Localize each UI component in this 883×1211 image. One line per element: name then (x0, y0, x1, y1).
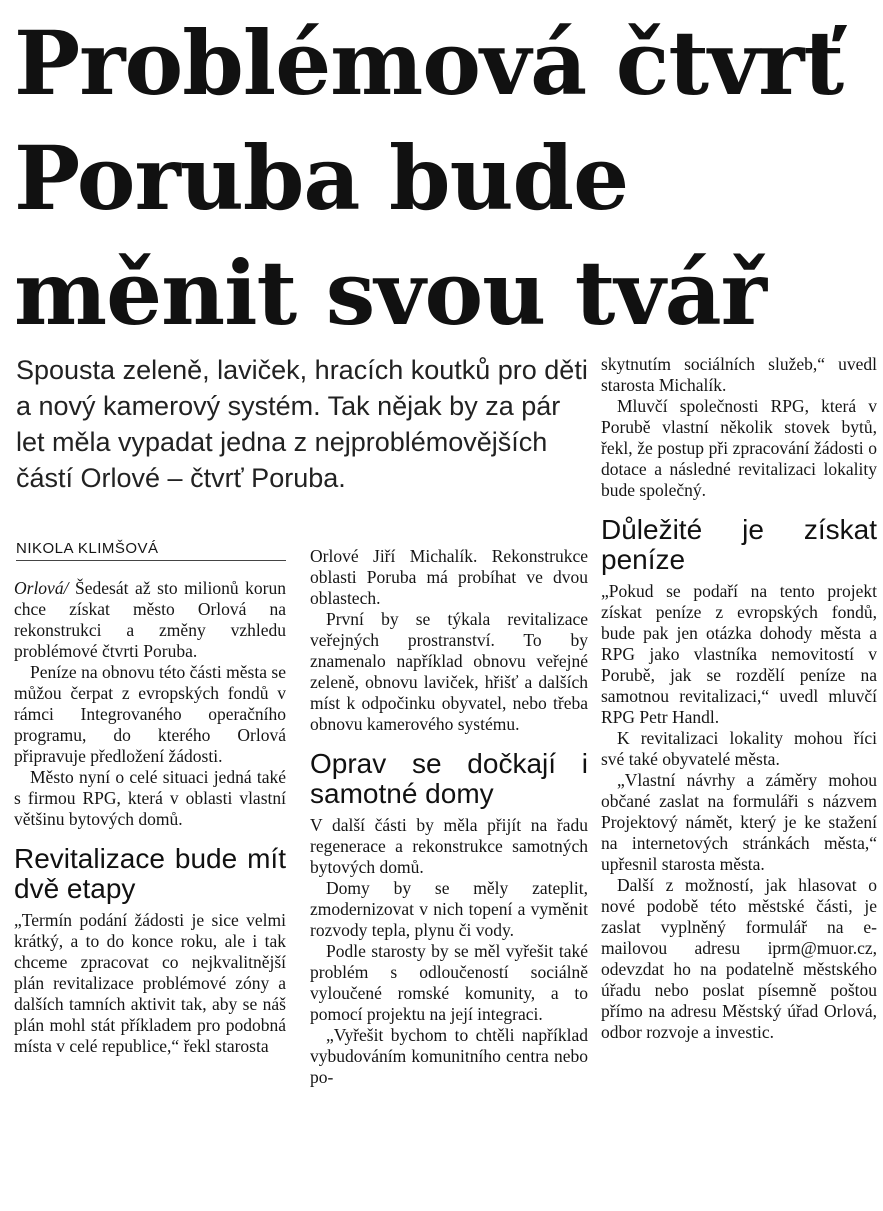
paragraph: K revitalizaci lokality mohou říci své také obyvatelé města. (601, 728, 877, 769)
paragraph: Město nyní o celé situaci jedná také s firmou RPG, která v oblasti vlastní většinu bytových domů. (14, 767, 286, 829)
paragraph: Domy by se měly zateplit, zmodernizovat v nich topení a vyměnit rozvody tepla, plynu či vody. (310, 878, 588, 940)
lead-paragraph: Spousta zeleně, laviček, hracích koutků pro děti a nový kamerový systém. Tak nějak by za pár let měla vypadat jedna z nejproblémovějších částí Orlové – čtvrť Poruba. (16, 355, 588, 493)
paragraph: V další části by měla přijít na řadu regenerace a rekonstrukce samotných bytových domů. (310, 815, 588, 877)
paragraph: Mluvčí společnosti RPG, která v Porubě vlastní několik stovek bytů, řekl, že postup při zpracování žádosti o dotace a následné revitalizaci lokality bude společný. (601, 396, 877, 500)
paragraph: Další z možností, jak hlasovat o nové podobě této městské části, je zaslat vyplněný formulář na e-mailovou adresu iprm@muor.cz, odevzdat ho na podatelně městského úřadu nebo poslat písemně poštou přímo na adresu Městský úřad Orlová, odbor rozvoje a investic. (601, 875, 877, 1042)
paragraph: „Pokud se podaří na tento projekt získat peníze z evropských fondů, bude pak jen otázka dohody města a RPG jako vlastníka nemovitostí v Porubě, jak se rozdělí peníze na samotnou revitalizaci,“ uvedl mluvčí RPG Petr Handl. (601, 581, 877, 727)
paragraph: První by se týkala revitalizace veřejných prostranství. To by znamenalo například obnovu veřejné zeleně, obnovu laviček, hřišť a dalších míst k odpočinku obyvatel, nebo třeba obnovu kamerového systému. (310, 609, 588, 734)
paragraph: skytnutím sociálních služeb,“ uvedl starosta Michalík. (601, 354, 877, 395)
paragraph: „Vlastní návrhy a záměry mohou občané zaslat na formuláři s názvem Projektový námět, který je ke stažení na internetových stránkách města,“ upřesnil starosta města. (601, 770, 877, 874)
headline (14, 6, 874, 351)
paragraph-text: Šedesát až sto milionů korun chce získat město Orlová na rekonstrukci a změny vzhledu problémové čtvrti Poruba. (14, 578, 286, 661)
paragraph: Podle starosty by se měl vyřešit také problém s odloučeností sociálně vyloučené romské komunity, a to pomocí projektu na její integraci. (310, 941, 588, 1024)
byline: NIKOLA KLIMŠOVÁ (16, 540, 286, 561)
column-3 (601, 354, 877, 1043)
subheading: Oprav se dočkají i samotné domy (310, 748, 588, 809)
paragraph: „Vyřešit bychom to chtěli například vybudováním komunitního centra nebo po- (310, 1025, 588, 1087)
subheading: Důležité je získat peníze (601, 514, 877, 575)
column-1 (14, 578, 286, 1057)
paragraph (14, 578, 286, 662)
headline-line-3: měnit svou tvář (14, 241, 766, 345)
headline-line-2: Poruba bude (14, 126, 629, 230)
paragraph: Orlové Jiří Michalík. Rekonstrukce oblasti Poruba má probíhat ve dvou oblastech. (310, 546, 588, 608)
paragraph: Peníze na obnovu této části města se můžou čerpat z evropských fondů v rámci Integrovaného operačního programu, do kterého Orlová připravuje předložení žádosti. (14, 662, 286, 766)
paragraph: „Termín podání žádosti je sice velmi krátký, a to do konce roku, ale i tak chceme zpracovat co nejkvalitnější plán revitalizace problémové zóny a dalších tamních aktivit tak, aby se náš plán mohl stát příkladem pro podobná místa v celé republice,“ řekl starosta (14, 910, 286, 1056)
column-2 (310, 546, 588, 1088)
subheading: Revitalizace bude mít dvě etapy (14, 843, 286, 904)
dateline-location: Orlová/ (14, 578, 69, 598)
headline-line-1: Problémová čtvrť (14, 11, 844, 115)
